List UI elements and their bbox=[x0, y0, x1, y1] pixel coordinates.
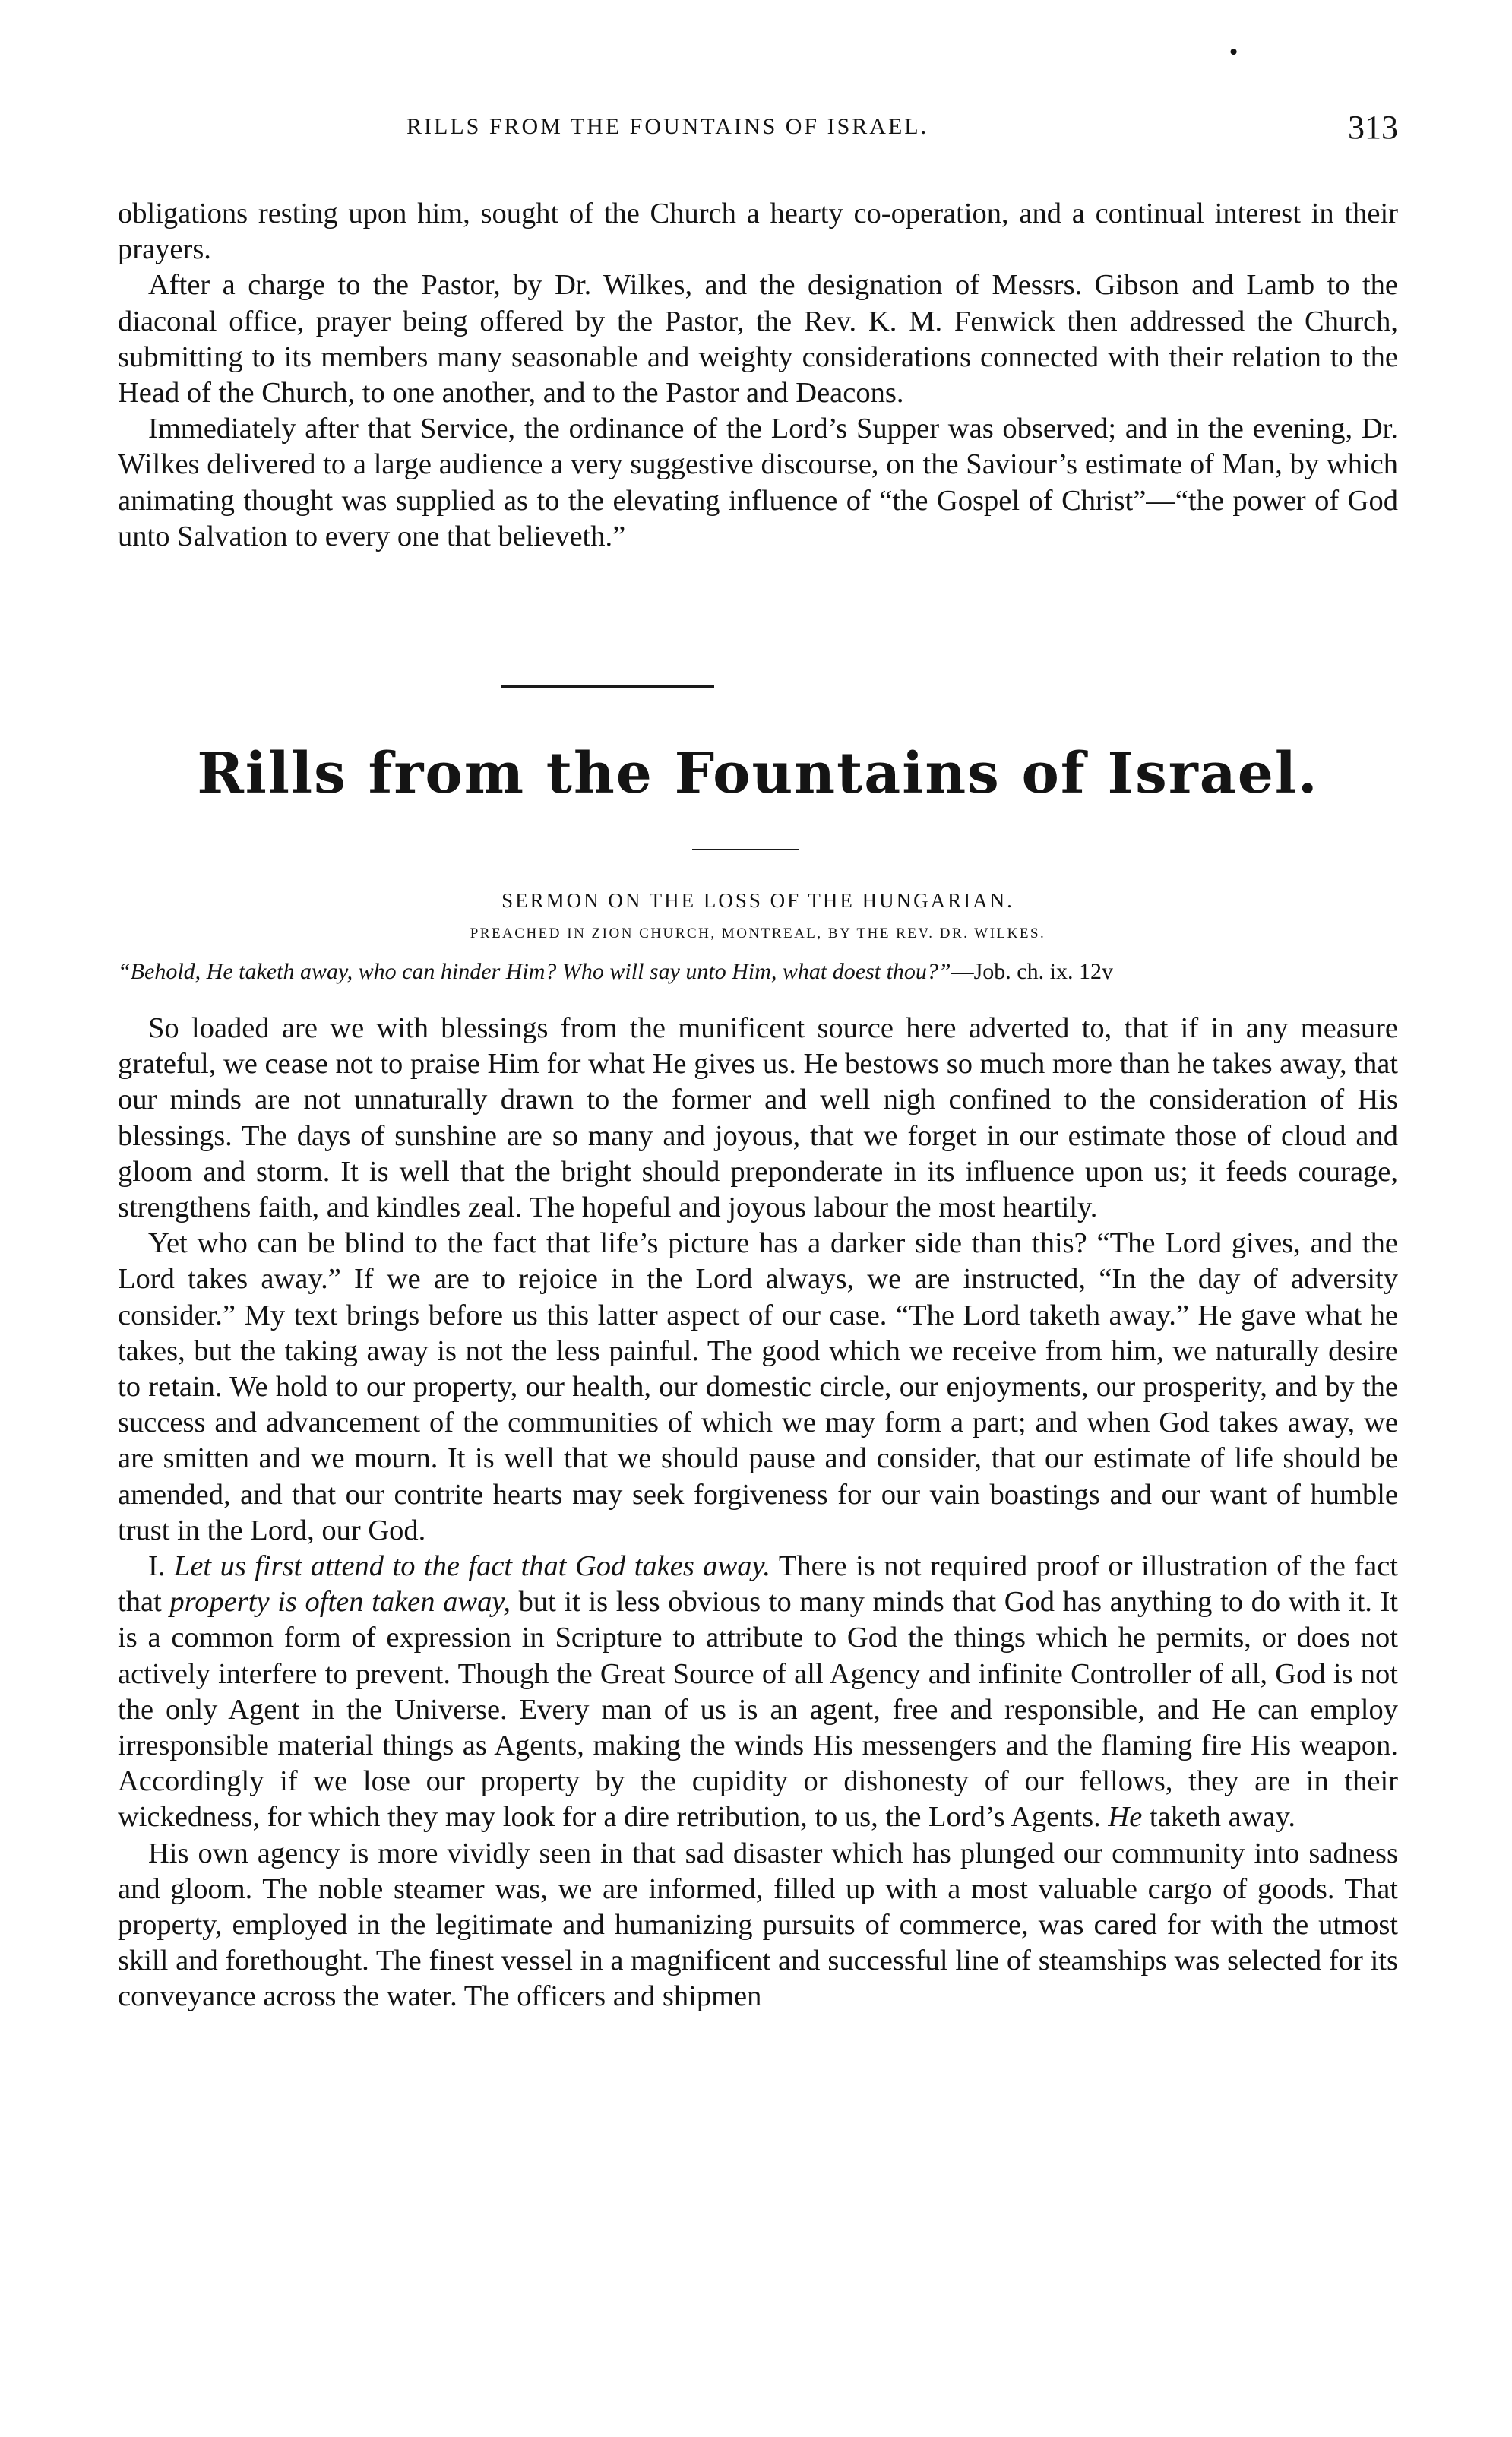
section-divider bbox=[501, 685, 714, 688]
body-paragraph-4: His own agency is more vividly seen in that sad disaster which has plunged our community into sadness and gloom. The noble steamer was, we are informed, filled up with a most valuable cargo of goods. That property, employed in the legitimate and humanizing pursuits of commerce, was cared for with the utmost skill and forethought. The finest vessel in a magnificent and successful line of steamships was selected for its conveyance across the water. The officers and shipmen bbox=[118, 1837, 1398, 2013]
continuation-paragraph-3: Immediately after that Service, the ordinance of the Lord’s Supper was observed; and in the evening, Dr. Wilkes delivered to a large audience a very suggestive discourse, on the Saviour’s estimate of Man, by which animating thought was supplied as to the elevating influence of “the Gospel of Christ”—“the power of God unto Salvation to every one that believeth.” bbox=[118, 413, 1398, 552]
page-number: 313 bbox=[1348, 109, 1398, 146]
paragraph-3-text-a: There is not required proof or illustration of the fact that bbox=[118, 1550, 1399, 1619]
paragraph-3-text-b: but it is less obvious to many minds that God has anything to do with it. It is a common form of expression in Scripture to attribute to God the things which he permits, or does not actively interfere to prevent. Though the Great Source of all Agency and infinite Controller of all, God is not the only Agent in the Universe. Every man of us is an agent, free and responsible, and He can employ irresponsible material things as Agents, making the winds His messengers and the flaming fire His weapon. Accordingly if we lose our property by the cupidity or dishonesty of our fellows, they are in their wickedness, for which they may look for a dire retribution, to us, the Lord’s Agents. bbox=[118, 1586, 1399, 1834]
paragraph-3-italic-b: property is often taken away, bbox=[169, 1586, 511, 1619]
continuation-paragraph-2: After a charge to the Pastor, by Dr. Wilkes, and the designation of Messrs. Gibson and Lamb to the diaconal office, prayer being offered by the Pastor, the Rev. K. M. Fenwick then addressed the Church, submitting to its members many seasonable and weighty considerations connected with their relation to the Head of the Church, to one another, and to the Pastor and Deacons. bbox=[118, 269, 1398, 410]
preached-line: PREACHED IN ZION CHURCH, MONTREAL, BY THE REV. DR. WILKES. bbox=[470, 926, 1046, 942]
body-paragraph-3 bbox=[118, 1549, 1398, 1836]
title-underline bbox=[692, 849, 799, 850]
continuation-text bbox=[118, 196, 1398, 555]
margin-mark: • bbox=[1225, 39, 1242, 65]
article-title: Rills from the Fountains of Israel. bbox=[197, 741, 1319, 806]
epigraph bbox=[118, 959, 1398, 985]
paragraph-3-italic-c: He bbox=[1108, 1801, 1143, 1834]
running-head bbox=[118, 109, 1398, 152]
body-paragraph-1: So loaded are we with blessings from the munificent source here adverted to, that if in any measure grateful, we cease not to praise Him for what He gives us. He bestows so much more than he takes away, that our minds are not unnaturally drawn to the former and well nigh confined to the consideration of His blessings. The days of sunshine are so many and joyous, that we forget in our estimate those of cloud and gloom and storm. It is well that the bright should preponderate in its influence upon us; it feeds courage, strengthens faith, and kindles zeal. The hopeful and joyous labour the most heartily. bbox=[118, 1012, 1398, 1224]
running-title: RILLS FROM THE FOUNTAINS OF ISRAEL. bbox=[406, 114, 929, 139]
continuation-paragraph-1: obligations resting upon him, sought of the Church a hearty co-operation, and a continual interest in their prayers. bbox=[118, 198, 1398, 266]
section-heading-italic: Let us first attend to the fact that God takes away. bbox=[173, 1550, 771, 1583]
sermon-title: SERMON ON THE LOSS OF THE HUNGARIAN. bbox=[501, 889, 1014, 912]
paragraph-3-text-c: taketh away. bbox=[1149, 1801, 1295, 1834]
epigraph-text: “Behold, He taketh away, who can hinder Him? Who will say unto Him, what doest thou?” bbox=[118, 959, 951, 984]
sermon-body bbox=[118, 1011, 1398, 2015]
body-paragraph-2: Yet who can be blind to the fact that life’s picture has a darker side than this? “The Lord gives, and the Lord takes away.” If we are to rejoice in the Lord always, we are instructed, “In the day of adversity consider.” My text brings before us this latter aspect of our case. “The Lord taketh away.” He gave what he takes, but the taking away is not the less painful. The good which we receive from him, we naturally desire to retain. We hold to our property, our health, our domestic circle, our enjoyments, our prosperity, and by the success and advancement of the communities of which we may form a part; and when God takes away, we are smitten and we mourn. It is well that we should pause and consider, that our estimate of life should be amended, and that our contrite hearts may seek forgiveness for our vain boastings and our want of humble trust in the Lord, our God. bbox=[118, 1227, 1398, 1546]
section-numeral: I. bbox=[148, 1550, 166, 1583]
epigraph-reference: —Job. ch. ix. 12v bbox=[951, 959, 1113, 984]
